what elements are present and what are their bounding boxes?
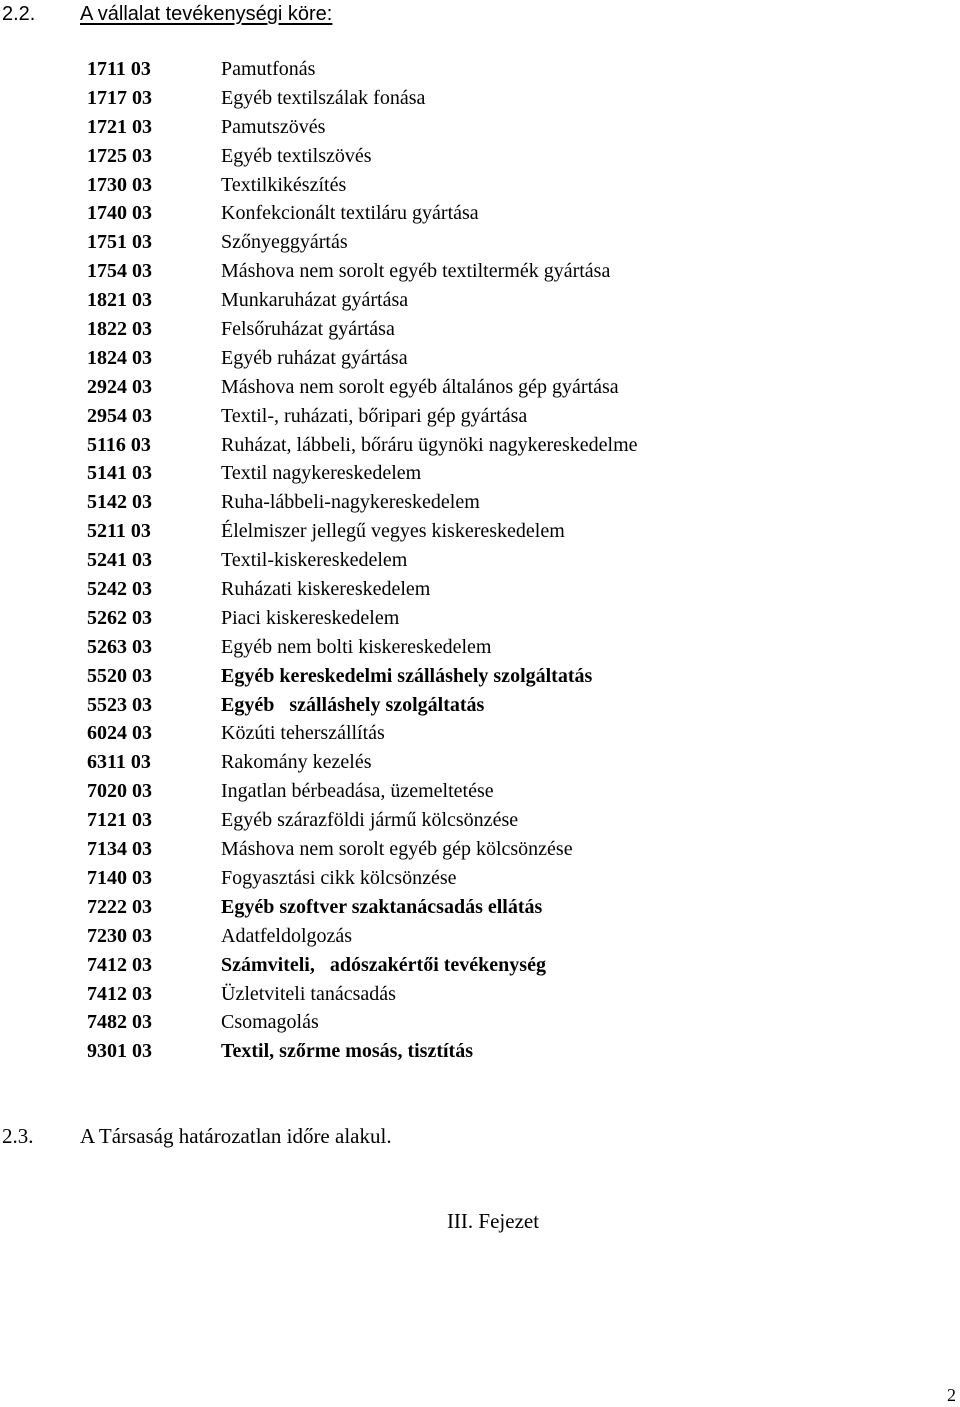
activity-code: 7482 03 [87, 1011, 152, 1034]
section-number: 2.3. [2, 1124, 34, 1148]
activity-description: Máshova nem sorolt egyéb általános gép gyártása [221, 375, 619, 398]
activity-code: 6024 03 [87, 722, 152, 745]
list-item [0, 951, 900, 980]
activity-code: 5116 03 [87, 433, 151, 456]
activity-description: Rakomány kezelés [221, 751, 372, 774]
list-item [0, 922, 900, 951]
activity-code: 5241 03 [87, 549, 152, 572]
list-item [0, 604, 900, 633]
activity-code: 7140 03 [87, 866, 152, 889]
list-item [0, 835, 900, 864]
list-item [0, 662, 900, 691]
activity-description: Pamutszövés [221, 115, 326, 138]
chapter-title: III. Fejezet [446, 1209, 540, 1233]
activity-code: 1822 03 [87, 318, 152, 341]
section-number: 2.2. [2, 3, 36, 25]
activity-code: 1717 03 [87, 86, 152, 109]
activity-code: 1754 03 [87, 260, 152, 283]
activity-description: Számviteli, adószakértői tevékenység [221, 953, 546, 976]
activity-description: Csomagolás [221, 1011, 319, 1034]
list-item [0, 546, 900, 575]
activity-description: Munkaruházat gyártása [221, 289, 409, 312]
activity-description: Textilkikészítés [221, 173, 347, 196]
activity-description: Máshova nem sorolt egyéb gép kölcsönzése [221, 838, 573, 861]
activity-description: Konfekcionált textiláru gyártása [221, 202, 479, 225]
activity-description: Adatfeldolgozás [221, 924, 353, 947]
activity-code: 1711 03 [87, 58, 151, 80]
activity-description: Máshova nem sorolt egyéb textiltermék gyártása [221, 260, 611, 283]
activity-code: 7134 03 [87, 838, 152, 861]
activity-description: Élelmiszer jellegű vegyes kiskereskedelem [221, 520, 565, 543]
activity-code: 7412 03 [87, 982, 152, 1005]
list-item [0, 575, 900, 604]
activity-description: Egyéb szoftver szaktanácsadás ellátás [221, 895, 543, 918]
list-item [0, 373, 900, 402]
activity-code: 7121 03 [87, 809, 152, 832]
activity-code: 7230 03 [87, 924, 152, 947]
list-item [0, 171, 900, 200]
activity-description: Textil nagykereskedelem [221, 462, 422, 485]
activity-code: 5262 03 [87, 606, 152, 629]
list-item [0, 344, 900, 373]
activity-description: Egyéb ruházat gyártása [221, 346, 408, 369]
activity-code: 5523 03 [87, 693, 152, 716]
list-item [0, 315, 900, 344]
activity-code: 9301 03 [87, 1040, 152, 1063]
activity-code: 6311 03 [87, 751, 151, 774]
list-item [0, 893, 900, 922]
activity-code: 5520 03 [87, 664, 152, 687]
activity-code: 5211 03 [87, 520, 151, 543]
list-item [0, 142, 900, 171]
activity-code: 2954 03 [87, 404, 152, 427]
activity-code: 2924 03 [87, 375, 152, 398]
activity-description: Egyéb textilszálak fonása [221, 86, 426, 109]
activity-description: Egyéb nem bolti kiskereskedelem [221, 635, 492, 658]
activity-code: 1725 03 [87, 144, 152, 167]
activity-code: 5141 03 [87, 462, 152, 485]
list-item [0, 84, 900, 113]
section-title: A vállalat tevékenységi köre: [80, 3, 333, 25]
list-item [0, 402, 900, 431]
list-item [0, 199, 900, 228]
list-item [0, 286, 900, 315]
activity-description: Ingatlan bérbeadása, üzemeltetése [221, 780, 494, 803]
activity-code: 5242 03 [87, 578, 152, 601]
activity-code: 7020 03 [87, 780, 152, 803]
activity-code: 7222 03 [87, 895, 152, 918]
list-item [0, 257, 900, 286]
activity-description: Egyéb kereskedelmi szálláshely szolgáltatás [221, 664, 593, 687]
list-item [0, 488, 900, 517]
list-item [0, 719, 900, 748]
activity-code: 1740 03 [87, 202, 152, 225]
list-item [0, 777, 900, 806]
activity-description: Közúti teherszállítás [221, 722, 385, 745]
activity-description: Szőnyeggyártás [221, 231, 348, 254]
list-item [0, 228, 900, 257]
list-item [0, 459, 900, 488]
activity-code: 1751 03 [87, 231, 152, 254]
activity-description: Egyéb szárazföldi jármű kölcsönzése [221, 809, 519, 832]
list-item [0, 806, 900, 835]
activity-description: Pamutfonás [221, 58, 316, 80]
list-item [0, 55, 900, 84]
page-number: 2 [947, 1385, 956, 1405]
list-item [0, 748, 900, 777]
activity-code: 7412 03 [87, 953, 152, 976]
activity-description: Ruházati kiskereskedelem [221, 578, 431, 601]
activity-description: Piaci kiskereskedelem [221, 606, 400, 629]
activity-description: Üzletviteli tanácsadás [221, 982, 396, 1005]
list-item [0, 1008, 900, 1037]
activity-description: Egyéb textilszövés [221, 144, 372, 167]
activity-description: Felsőruházat gyártása [221, 318, 395, 341]
activity-description: Ruha-lábbeli-nagykereskedelem [221, 491, 480, 514]
activity-description: Textil, szőrme mosás, tisztítás [221, 1040, 473, 1063]
list-item [0, 691, 900, 720]
activity-code: 1730 03 [87, 173, 152, 196]
list-item [0, 517, 900, 546]
activity-description: Egyéb szálláshely szolgáltatás [221, 693, 485, 716]
list-item [0, 1037, 900, 1066]
section-text: A Társaság határozatlan időre alakul. [80, 1124, 392, 1148]
activity-code: 5263 03 [87, 635, 152, 658]
activity-code: 1824 03 [87, 346, 152, 369]
activity-code: 5142 03 [87, 491, 152, 514]
activity-code: 1821 03 [87, 289, 152, 312]
activity-description: Ruházat, lábbeli, bőráru ügynöki nagykereskedelme [221, 433, 638, 456]
list-item [0, 113, 900, 142]
activity-list [0, 55, 900, 1066]
list-item [0, 633, 900, 662]
activity-description: Fogyasztási cikk kölcsönzése [221, 866, 457, 889]
activity-description: Textil-kiskereskedelem [221, 549, 408, 572]
list-item [0, 431, 900, 460]
activity-code: 1721 03 [87, 115, 152, 138]
activity-description: Textil-, ruházati, bőripari gép gyártása [221, 404, 528, 427]
list-item [0, 980, 900, 1009]
list-item [0, 864, 900, 893]
